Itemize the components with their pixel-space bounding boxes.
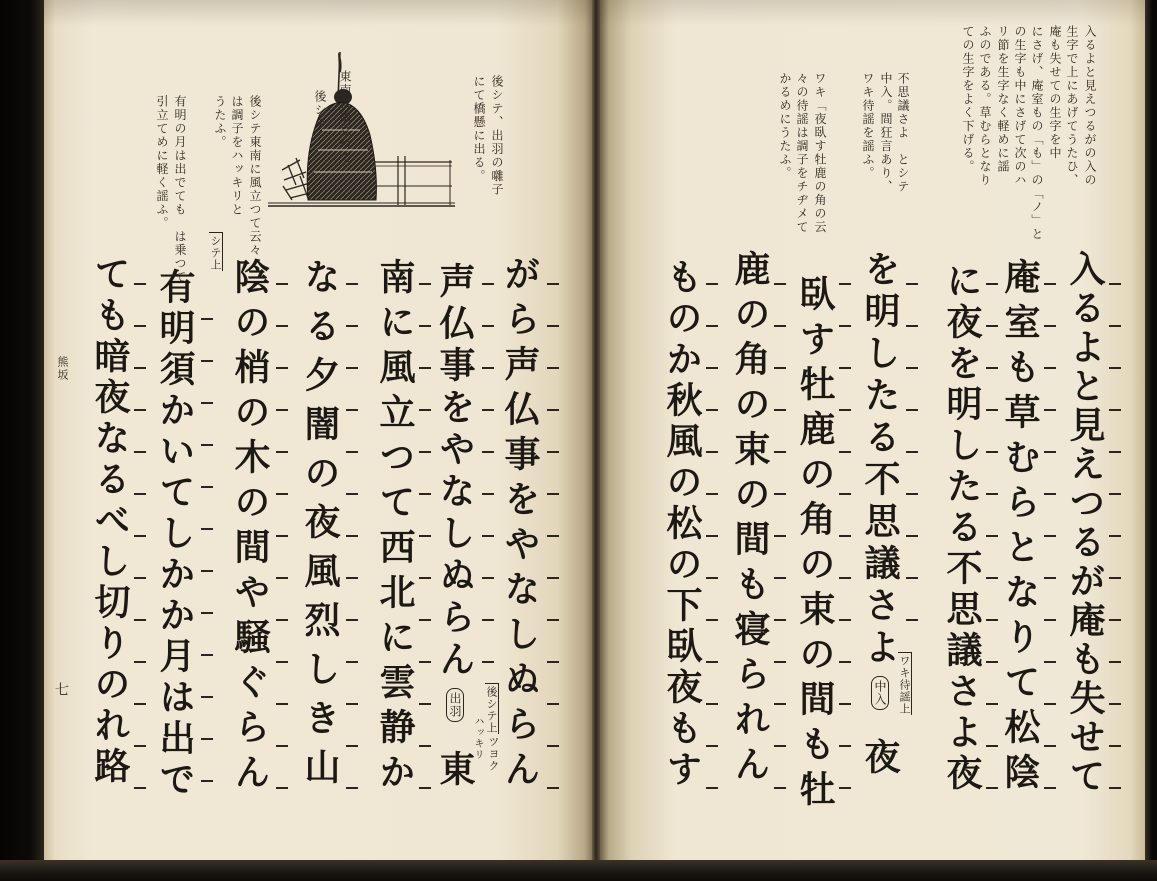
chant-note: 々の待謡は調子をチヂメて bbox=[795, 72, 809, 234]
waki-machiutai-cue: ワキ待謡上 bbox=[898, 652, 912, 715]
hakkiri-mark: ハッキリ bbox=[472, 716, 483, 760]
dark-surround-right bbox=[1145, 0, 1157, 881]
chant-text-segment: を明したる不思議さよ bbox=[859, 250, 901, 670]
chant-note: ワキ「夜臥す牡鹿の角の云 bbox=[813, 72, 827, 234]
chant-mark-dashes bbox=[706, 265, 718, 790]
chant-note: うたふ。 bbox=[213, 95, 227, 149]
chant-mark-dashes bbox=[986, 265, 998, 790]
illustration-caption: 東南に風立つて bbox=[338, 70, 352, 165]
illustration-caption: 後シテ bbox=[313, 90, 327, 131]
dark-surround-bottom bbox=[0, 860, 1157, 881]
chant-mark-dashes bbox=[839, 265, 851, 790]
page-number: 七 bbox=[53, 682, 69, 696]
chant-text-column: 臥す牡鹿の角の束の間も牡 bbox=[794, 275, 836, 815]
dark-surround-left bbox=[0, 0, 44, 881]
stage-note: にて橋懸に出る。 bbox=[472, 75, 486, 183]
chant-note: かるめにうたふ。 bbox=[778, 72, 792, 180]
chant-note: ふのである。草むらとなり bbox=[978, 25, 992, 187]
chant-note: ての生字をよく下げる。 bbox=[961, 25, 975, 174]
chant-text-column: 庵室も草むらとなりて松陰 bbox=[999, 258, 1041, 798]
chant-text-column: 有明須かいてしかか月は出で bbox=[154, 268, 196, 801]
chant-text-column: 南に風立つて西北に雲静か bbox=[374, 258, 416, 798]
chant-text-segment: 夜 bbox=[859, 738, 901, 780]
chant-note: 入るよと見えつるがの入の bbox=[1083, 25, 1097, 187]
chant-text-column: 入るよと見えつるが庵も失せて bbox=[1064, 250, 1106, 796]
stage-note: 後シテ、出羽の囃子 bbox=[490, 75, 504, 197]
chant-text-column: 鹿の角の束の間も寝られん bbox=[729, 250, 771, 790]
chant-text-column: がら声仏事をやなしぬらん bbox=[499, 255, 541, 795]
chant-mark-dashes bbox=[276, 265, 288, 790]
book-gutter bbox=[592, 0, 600, 866]
chant-text-segment: 声仏事をやなしぬらん bbox=[434, 262, 476, 682]
chant-text-segment: 東 bbox=[434, 750, 476, 792]
chant-text-column: なる夕闇の夜風烈しき山 bbox=[299, 258, 341, 797]
running-title: 熊坂 bbox=[56, 356, 69, 382]
left-page bbox=[44, 0, 596, 862]
chant-note: リ節を生字なく軽めに謡 bbox=[996, 25, 1010, 174]
chant-note: 有明の月は出でても は乗つて bbox=[173, 95, 187, 284]
chant-mark-dashes bbox=[1109, 265, 1121, 790]
chant-text-column: ものか秋風の松の下臥夜もす bbox=[661, 258, 703, 791]
nakairi-marker: 中入 bbox=[871, 676, 889, 710]
stage-note: 不思議さよ とシテ bbox=[896, 72, 910, 194]
chant-mark-dashes bbox=[547, 265, 559, 790]
deha-marker: 出羽 bbox=[446, 688, 464, 722]
chant-note: は調子をハッキリと bbox=[230, 95, 244, 217]
chant-mark-dashes bbox=[346, 265, 358, 790]
right-page bbox=[598, 0, 1146, 866]
chant-mark-dashes bbox=[774, 265, 786, 790]
chant-mark-dashes bbox=[419, 265, 431, 790]
chant-text-column bbox=[860, 250, 900, 780]
chant-mark-dashes bbox=[1044, 265, 1056, 790]
nochi-shite-cue: 後シテ上 bbox=[485, 683, 499, 734]
chant-mark-dashes bbox=[134, 265, 146, 790]
chant-note: 後シテ東南に風立つて云々 bbox=[248, 95, 262, 257]
shite-cue: シテ上 bbox=[209, 232, 223, 271]
chant-mark-dashes bbox=[482, 265, 494, 675]
chant-note: 庵も失せての生字を中 bbox=[1048, 25, 1062, 160]
chant-note: 生字で上にあげてうたひ、 bbox=[1065, 25, 1079, 187]
chant-note: の生字も中にさげて次のハ bbox=[1013, 25, 1027, 187]
chant-text-column: ても暗夜なるべし切りのれ路 bbox=[89, 255, 131, 788]
chant-text-column: に夜を明したる不思議さよ夜 bbox=[941, 262, 983, 795]
tsuyoku-mark: ツヨク bbox=[487, 736, 500, 772]
chant-mark-dashes bbox=[201, 300, 213, 790]
chant-mark-dashes bbox=[906, 265, 918, 640]
chant-note: にさげ、庵室もの「も」の「ノ」と bbox=[1030, 25, 1044, 241]
chant-text-column: 陰の梢の木の間や騒ぐらん bbox=[229, 258, 271, 798]
nochi-shite-illustration bbox=[265, 48, 457, 210]
stage-note: ワキ待謡を謡ふ。 bbox=[861, 72, 875, 180]
chant-note: 引立てめに軽く謡ふ。 bbox=[155, 95, 169, 230]
stage-note: 中入。間狂言あり、 bbox=[879, 72, 893, 194]
chant-text-column bbox=[435, 262, 475, 792]
